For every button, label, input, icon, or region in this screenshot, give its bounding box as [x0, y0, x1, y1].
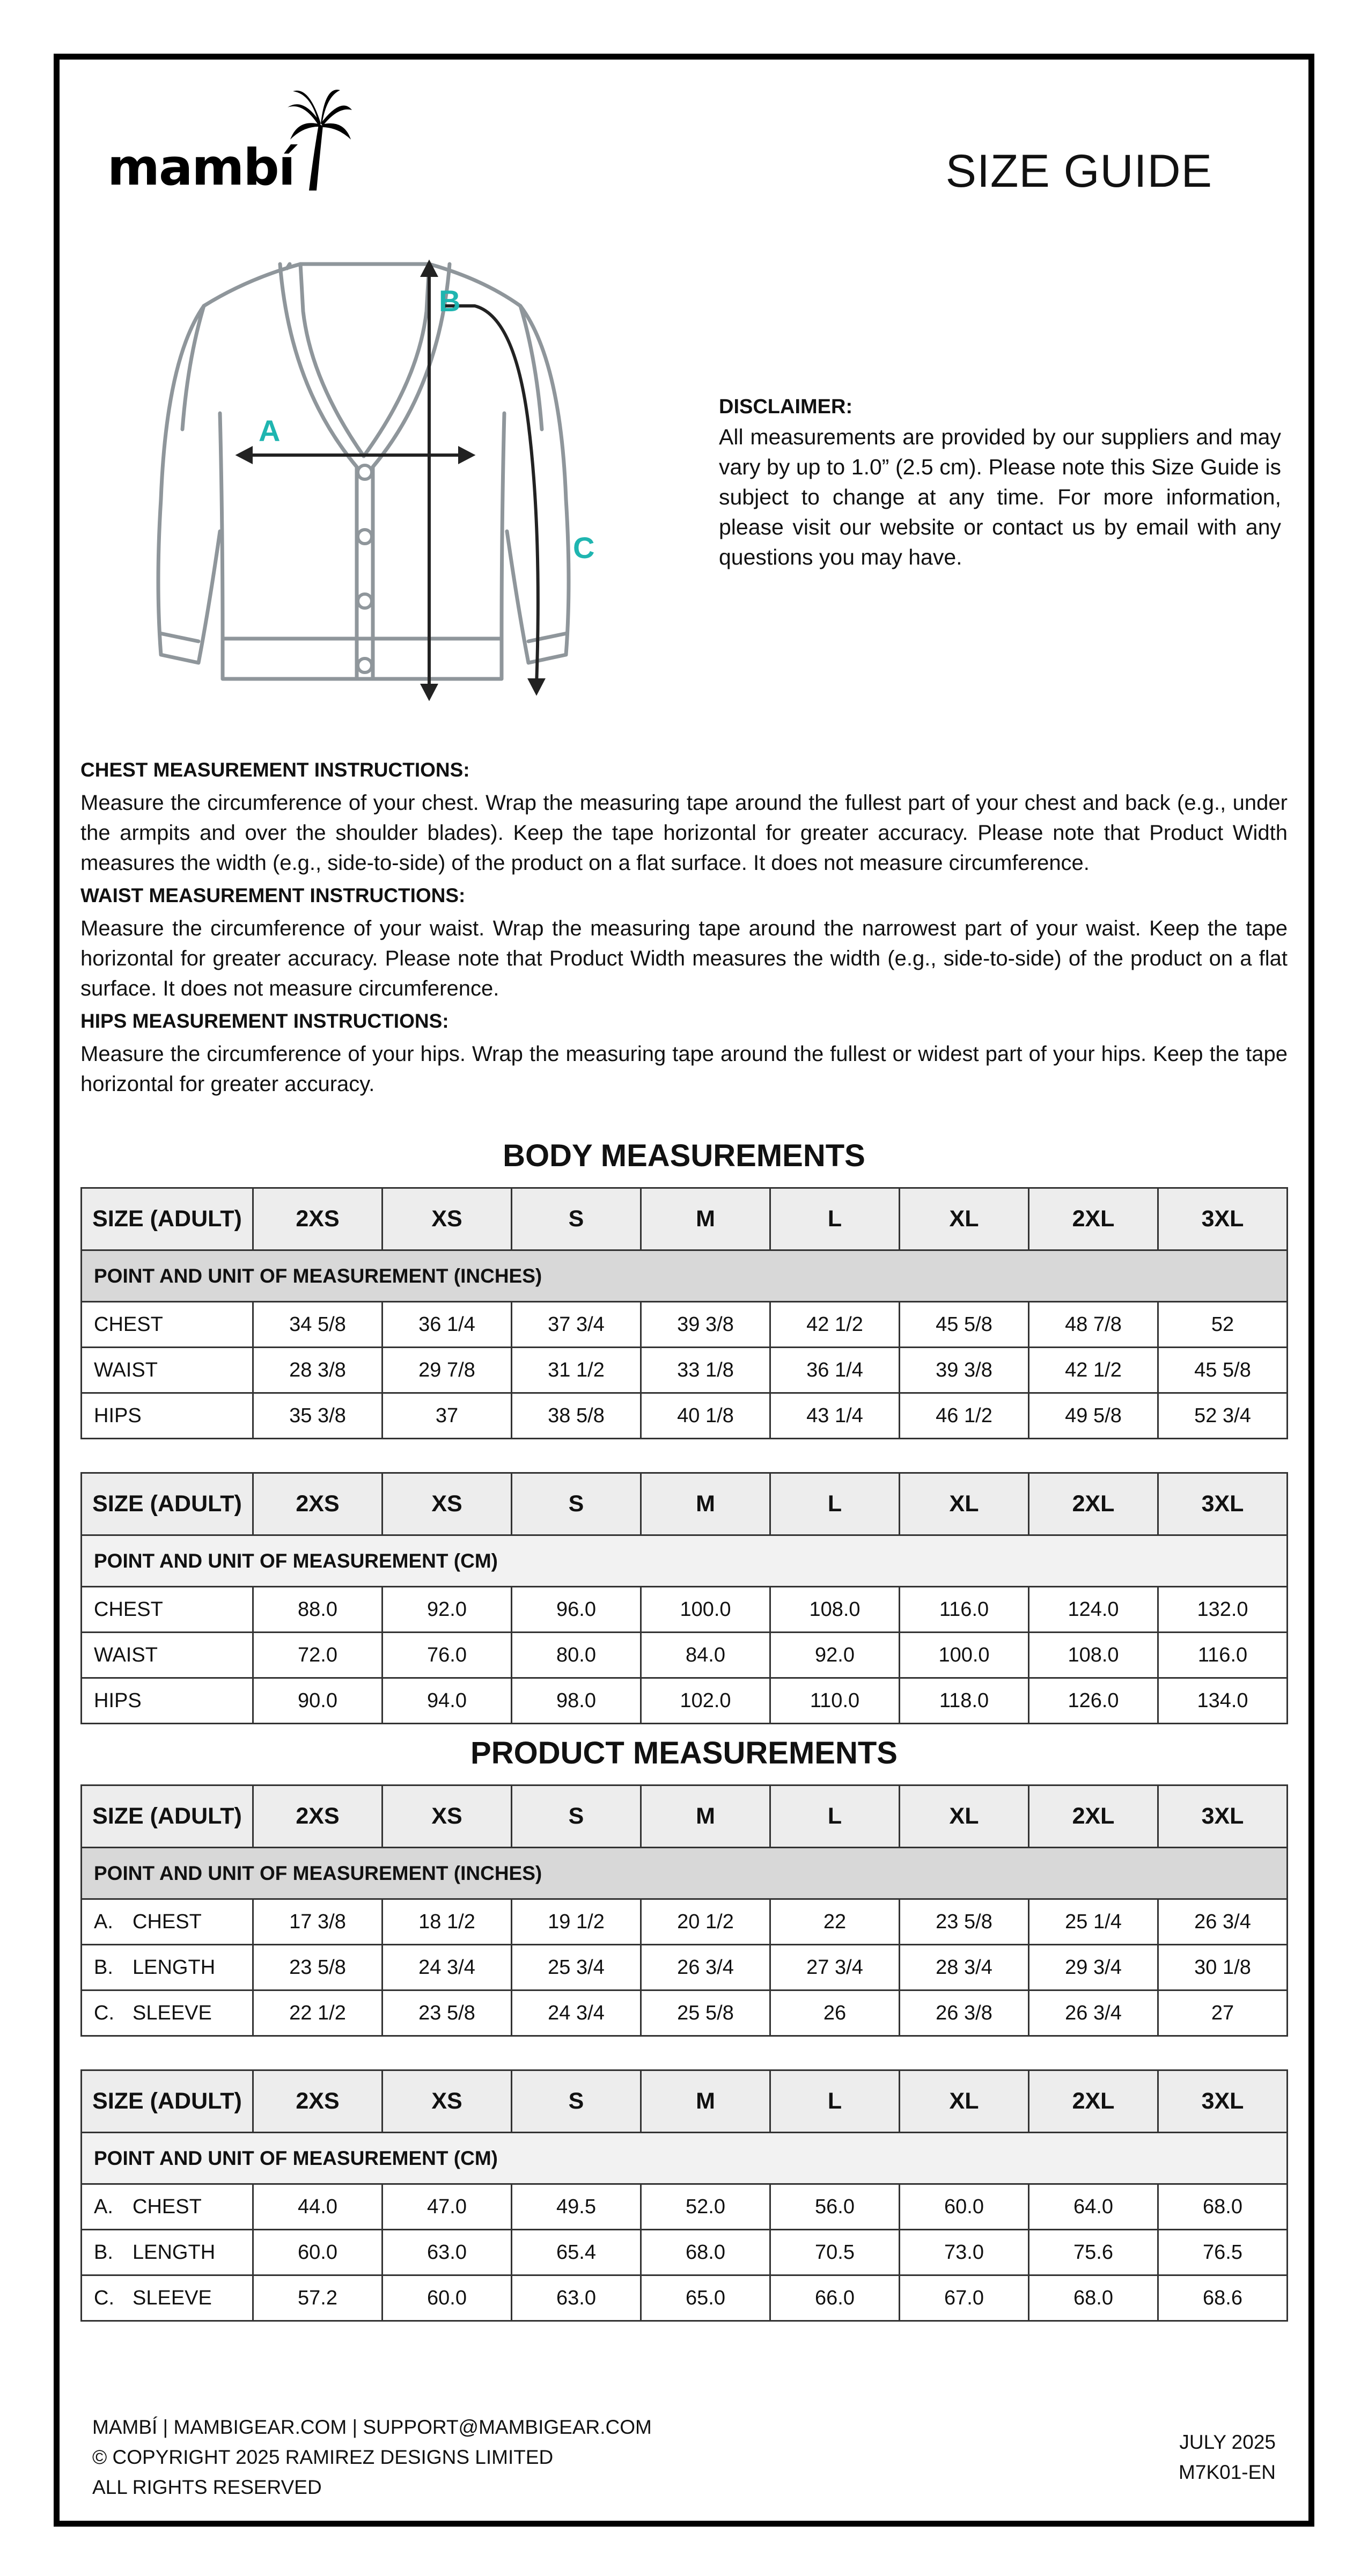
table-header-row [82, 2070, 1288, 2133]
body-measurements-inches-table [80, 1187, 1288, 1439]
row-label [82, 1899, 253, 1945]
product-measurements-cm-table [80, 2069, 1288, 2322]
table-cell: 76.0 [383, 1633, 512, 1678]
header-cell: SIZE (ADULT) [82, 1785, 253, 1848]
table-subheader-row [82, 1535, 1288, 1587]
table-cell: 25 3/4 [512, 1945, 641, 1990]
table-cell: 36 1/4 [383, 1302, 512, 1348]
header-cell: XL [900, 2070, 1029, 2133]
table-cell: 34 5/8 [253, 1302, 383, 1348]
table-cell: 96.0 [512, 1587, 641, 1633]
table-cell: 42 1/2 [1029, 1348, 1158, 1393]
table-cell: 39 3/8 [641, 1302, 770, 1348]
header-cell: L [770, 2070, 900, 2133]
table-cell: 84.0 [641, 1633, 770, 1678]
header-cell: L [770, 1785, 900, 1848]
header-cell: M [641, 1188, 770, 1250]
brand-logo [107, 86, 354, 197]
table-cell: 31 1/2 [512, 1348, 641, 1393]
row-letter: A. [94, 2195, 113, 2218]
waist-instructions-heading: WAIST MEASUREMENT INSTRUCTIONS: [80, 884, 466, 906]
table-cell: 124.0 [1029, 1587, 1158, 1633]
table-cell: 65.4 [512, 2230, 641, 2275]
row-label: WAIST [82, 1633, 253, 1678]
header-cell: S [512, 1785, 641, 1848]
hips-instructions-text: Measure the circumference of your hips. Wrap the measuring tape around the fullest or widest part of your hips. Keep the tape horizontal for greater accuracy. [80, 1042, 1288, 1096]
table-cell: 38 5/8 [512, 1393, 641, 1439]
table-cell: 134.0 [1158, 1678, 1288, 1724]
table-cell: 92.0 [383, 1587, 512, 1633]
table-cell: 126.0 [1029, 1678, 1158, 1724]
chest-instructions-text: Measure the circumference of your chest. Wrap the measuring tape around the fullest part of your chest and back (e.g., under the armpits and over the shoulder blades). Keep the tape horizontal for greater accuracy. Please note that Product Width measures the width (e.g., side-to-side) of the product on a flat surface. It does not measure circumference. [80, 791, 1288, 875]
table-row [82, 1587, 1288, 1633]
table-cell: 28 3/8 [253, 1348, 383, 1393]
table-cell: 73.0 [900, 2230, 1029, 2275]
row-label: HIPS [82, 1393, 253, 1439]
header-cell: 3XL [1158, 1785, 1288, 1848]
table-cell: 22 [770, 1899, 900, 1945]
table-cell: 94.0 [383, 1678, 512, 1724]
header-cell: M [641, 1473, 770, 1535]
header-cell: S [512, 2070, 641, 2133]
table-cell: 52.0 [641, 2184, 770, 2230]
header-cell: M [641, 1785, 770, 1848]
footer-info [92, 2412, 652, 2502]
table-cell: 25 5/8 [641, 1990, 770, 2036]
table-cell: 42 1/2 [770, 1302, 900, 1348]
footer-rights: ALL RIGHTS RESERVED [92, 2476, 322, 2498]
footer-code: M7K01-EN [1179, 2461, 1276, 2483]
table-row [82, 1633, 1288, 1678]
disclaimer-block [719, 392, 1281, 572]
table-cell: 17 3/8 [253, 1899, 383, 1945]
table-cell: 26 3/4 [1158, 1899, 1288, 1945]
header-cell: 2XS [253, 2070, 383, 2133]
table-cell: 20 1/2 [641, 1899, 770, 1945]
label-c: C [573, 531, 595, 565]
table-header-row [82, 1188, 1288, 1250]
table-cell: 26 3/4 [1029, 1990, 1158, 2036]
header-cell: XS [383, 1473, 512, 1535]
row-label-text: LENGTH [133, 2241, 216, 2264]
table-cell: 39 3/8 [900, 1348, 1029, 1393]
subheader-cell: POINT AND UNIT OF MEASUREMENT (INCHES) [82, 1848, 1288, 1899]
table-cell: 57.2 [253, 2275, 383, 2321]
header-cell: XS [383, 1785, 512, 1848]
row-label [82, 2230, 253, 2275]
row-letter: B. [94, 2241, 113, 2264]
table-cell: 37 [383, 1393, 512, 1439]
table-header-row [82, 1785, 1288, 1848]
table-cell: 23 5/8 [900, 1899, 1029, 1945]
table-subheader-row [82, 1848, 1288, 1899]
product-measurements-title: PRODUCT MEASUREMENTS [470, 1736, 898, 1770]
table-cell: 48 7/8 [1029, 1302, 1158, 1348]
table-cell: 47.0 [383, 2184, 512, 2230]
table-cell: 45 5/8 [900, 1302, 1029, 1348]
row-letter: C. [94, 2286, 114, 2309]
table-cell: 102.0 [641, 1678, 770, 1724]
table-cell: 68.0 [641, 2230, 770, 2275]
row-label [82, 1945, 253, 1990]
row-letter: A. [94, 1910, 113, 1933]
table-cell: 46 1/2 [900, 1393, 1029, 1439]
table-cell: 56.0 [770, 2184, 900, 2230]
table-cell: 70.5 [770, 2230, 900, 2275]
table-cell: 108.0 [1029, 1633, 1158, 1678]
table-header-row [82, 1473, 1288, 1535]
header-cell: L [770, 1188, 900, 1250]
subheader-cell: POINT AND UNIT OF MEASUREMENT (INCHES) [82, 1250, 1288, 1302]
header-cell: SIZE (ADULT) [82, 2070, 253, 2133]
table-cell: 116.0 [1158, 1633, 1288, 1678]
palm-tree-icon [288, 86, 352, 193]
waist-instructions-text: Measure the circumference of your waist. Wrap the measuring tape around the narrowest part of your waist. Keep the tape horizontal for greater accuracy. Please note that Product Width measures the width (e.g., side-to-side) of the product on a flat surface. It does not measure circumference. [80, 917, 1288, 1000]
table-row [82, 1899, 1288, 1945]
subheader-cell: POINT AND UNIT OF MEASUREMENT (CM) [82, 1535, 1288, 1587]
table-cell: 92.0 [770, 1633, 900, 1678]
label-b: B [439, 284, 461, 318]
header-cell: 2XS [253, 1785, 383, 1848]
row-letter: C. [94, 2001, 114, 2024]
page-title: SIZE GUIDE [945, 145, 1212, 197]
table-cell: 110.0 [770, 1678, 900, 1724]
row-label-text: SLEEVE [133, 2286, 212, 2309]
table-cell: 22 1/2 [253, 1990, 383, 2036]
table-cell: 45 5/8 [1158, 1348, 1288, 1393]
header-cell: S [512, 1188, 641, 1250]
table-cell: 49.5 [512, 2184, 641, 2230]
table-cell: 75.6 [1029, 2230, 1158, 2275]
header-cell: 2XL [1029, 1188, 1158, 1250]
table-subheader-row [82, 2133, 1288, 2184]
table-cell: 28 3/4 [900, 1945, 1029, 1990]
table-cell: 23 5/8 [383, 1990, 512, 2036]
table-cell: 29 7/8 [383, 1348, 512, 1393]
header-cell: L [770, 1473, 900, 1535]
table-cell: 76.5 [1158, 2230, 1288, 2275]
header-cell: SIZE (ADULT) [82, 1473, 253, 1535]
table-row [82, 1945, 1288, 1990]
body-measurements-title: BODY MEASUREMENTS [503, 1138, 865, 1173]
table-cell: 19 1/2 [512, 1899, 641, 1945]
row-label-text: LENGTH [133, 1956, 216, 1979]
table-cell: 26 [770, 1990, 900, 2036]
table-cell: 37 3/4 [512, 1302, 641, 1348]
table-cell: 118.0 [900, 1678, 1029, 1724]
table-cell: 80.0 [512, 1633, 641, 1678]
table-cell: 27 [1158, 1990, 1288, 2036]
disclaimer-heading: DISCLAIMER: [719, 396, 853, 418]
row-label: CHEST [82, 1302, 253, 1348]
table-cell: 66.0 [770, 2275, 900, 2321]
footer-copyright: © COPYRIGHT 2025 RAMIREZ DESIGNS LIMITED [92, 2446, 554, 2468]
row-label [82, 2184, 253, 2230]
table-cell: 63.0 [383, 2230, 512, 2275]
table-cell: 67.0 [900, 2275, 1029, 2321]
table-row [82, 2275, 1288, 2321]
table-cell: 116.0 [900, 1587, 1029, 1633]
header-cell: SIZE (ADULT) [82, 1188, 253, 1250]
table-cell: 35 3/8 [253, 1393, 383, 1439]
table-cell: 25 1/4 [1029, 1899, 1158, 1945]
table-cell: 132.0 [1158, 1587, 1288, 1633]
header-cell: XL [900, 1785, 1029, 1848]
hips-instructions-heading: HIPS MEASUREMENT INSTRUCTIONS: [80, 1010, 449, 1032]
table-cell: 90.0 [253, 1678, 383, 1724]
header-cell: 3XL [1158, 1473, 1288, 1535]
garment-diagram [129, 252, 633, 714]
header-cell: 3XL [1158, 1188, 1288, 1250]
header-cell: XS [383, 2070, 512, 2133]
table-row [82, 2184, 1288, 2230]
table-cell: 49 5/8 [1029, 1393, 1158, 1439]
header-cell: 2XL [1029, 1785, 1158, 1848]
table-cell: 98.0 [512, 1678, 641, 1724]
row-letter: B. [94, 1956, 113, 1979]
table-cell: 52 3/4 [1158, 1393, 1288, 1439]
table-cell: 24 3/4 [512, 1990, 641, 2036]
table-cell: 68.0 [1029, 2275, 1158, 2321]
table-row [82, 1348, 1288, 1393]
header-cell: S [512, 1473, 641, 1535]
table-cell: 68.6 [1158, 2275, 1288, 2321]
row-label-text: CHEST [133, 1910, 202, 1933]
table-row [82, 1678, 1288, 1724]
table-cell: 36 1/4 [770, 1348, 900, 1393]
table-cell: 68.0 [1158, 2184, 1288, 2230]
subheader-cell: POINT AND UNIT OF MEASUREMENT (CM) [82, 2133, 1288, 2184]
table-cell: 52 [1158, 1302, 1288, 1348]
table-cell: 64.0 [1029, 2184, 1158, 2230]
table-cell: 44.0 [253, 2184, 383, 2230]
table-cell: 100.0 [900, 1633, 1029, 1678]
footer-meta [1179, 2427, 1276, 2487]
header-cell: 2XL [1029, 2070, 1158, 2133]
table-cell: 23 5/8 [253, 1945, 383, 1990]
table-cell: 60.0 [383, 2275, 512, 2321]
row-label: WAIST [82, 1348, 253, 1393]
product-measurements-inches-table [80, 1784, 1288, 2037]
table-cell: 63.0 [512, 2275, 641, 2321]
table-subheader-row [82, 1250, 1288, 1302]
row-label-text: CHEST [133, 2195, 202, 2218]
table-cell: 60.0 [900, 2184, 1029, 2230]
disclaimer-text: All measurements are provided by our suppliers and may vary by up to 1.0” (2.5 cm). Please note this Size Guide is subject to change at any time. For more information, please visit our website or contact us by email with any questions you may have. [719, 425, 1281, 569]
table-cell: 65.0 [641, 2275, 770, 2321]
table-cell: 60.0 [253, 2230, 383, 2275]
cardigan-illustration [129, 252, 633, 714]
header-cell: 2XL [1029, 1473, 1158, 1535]
table-cell: 26 3/4 [641, 1945, 770, 1990]
table-cell: 29 3/4 [1029, 1945, 1158, 1990]
chest-instructions-heading: CHEST MEASUREMENT INSTRUCTIONS: [80, 759, 470, 781]
table-cell: 18 1/2 [383, 1899, 512, 1945]
table-row [82, 2230, 1288, 2275]
body-measurements-cm-table [80, 1472, 1288, 1724]
measurement-instructions [80, 757, 1288, 1103]
header-cell: XS [383, 1188, 512, 1250]
table-cell: 43 1/4 [770, 1393, 900, 1439]
header-cell: 2XS [253, 1188, 383, 1250]
header-cell: 3XL [1158, 2070, 1288, 2133]
row-label [82, 1990, 253, 2036]
footer-date: JULY 2025 [1179, 2431, 1276, 2453]
header-cell: M [641, 2070, 770, 2133]
row-label-text: SLEEVE [133, 2001, 212, 2024]
row-label: HIPS [82, 1678, 253, 1724]
table-cell: 108.0 [770, 1587, 900, 1633]
table-cell: 40 1/8 [641, 1393, 770, 1439]
footer-contact: MAMBÍ | MAMBIGEAR.COM | SUPPORT@MAMBIGEAR.COM [92, 2416, 652, 2438]
label-a: A [259, 414, 281, 448]
header-cell: XL [900, 1188, 1029, 1250]
table-cell: 27 3/4 [770, 1945, 900, 1990]
logo-text: mambí [107, 138, 295, 197]
table-cell: 72.0 [253, 1633, 383, 1678]
table-row [82, 1990, 1288, 2036]
table-row [82, 1393, 1288, 1439]
row-label [82, 2275, 253, 2321]
table-cell: 100.0 [641, 1587, 770, 1633]
table-cell: 24 3/4 [383, 1945, 512, 1990]
header-cell: 2XS [253, 1473, 383, 1535]
table-cell: 30 1/8 [1158, 1945, 1288, 1990]
row-label: CHEST [82, 1587, 253, 1633]
table-cell: 26 3/8 [900, 1990, 1029, 2036]
table-cell: 88.0 [253, 1587, 383, 1633]
table-row [82, 1302, 1288, 1348]
table-cell: 33 1/8 [641, 1348, 770, 1393]
header-cell: XL [900, 1473, 1029, 1535]
